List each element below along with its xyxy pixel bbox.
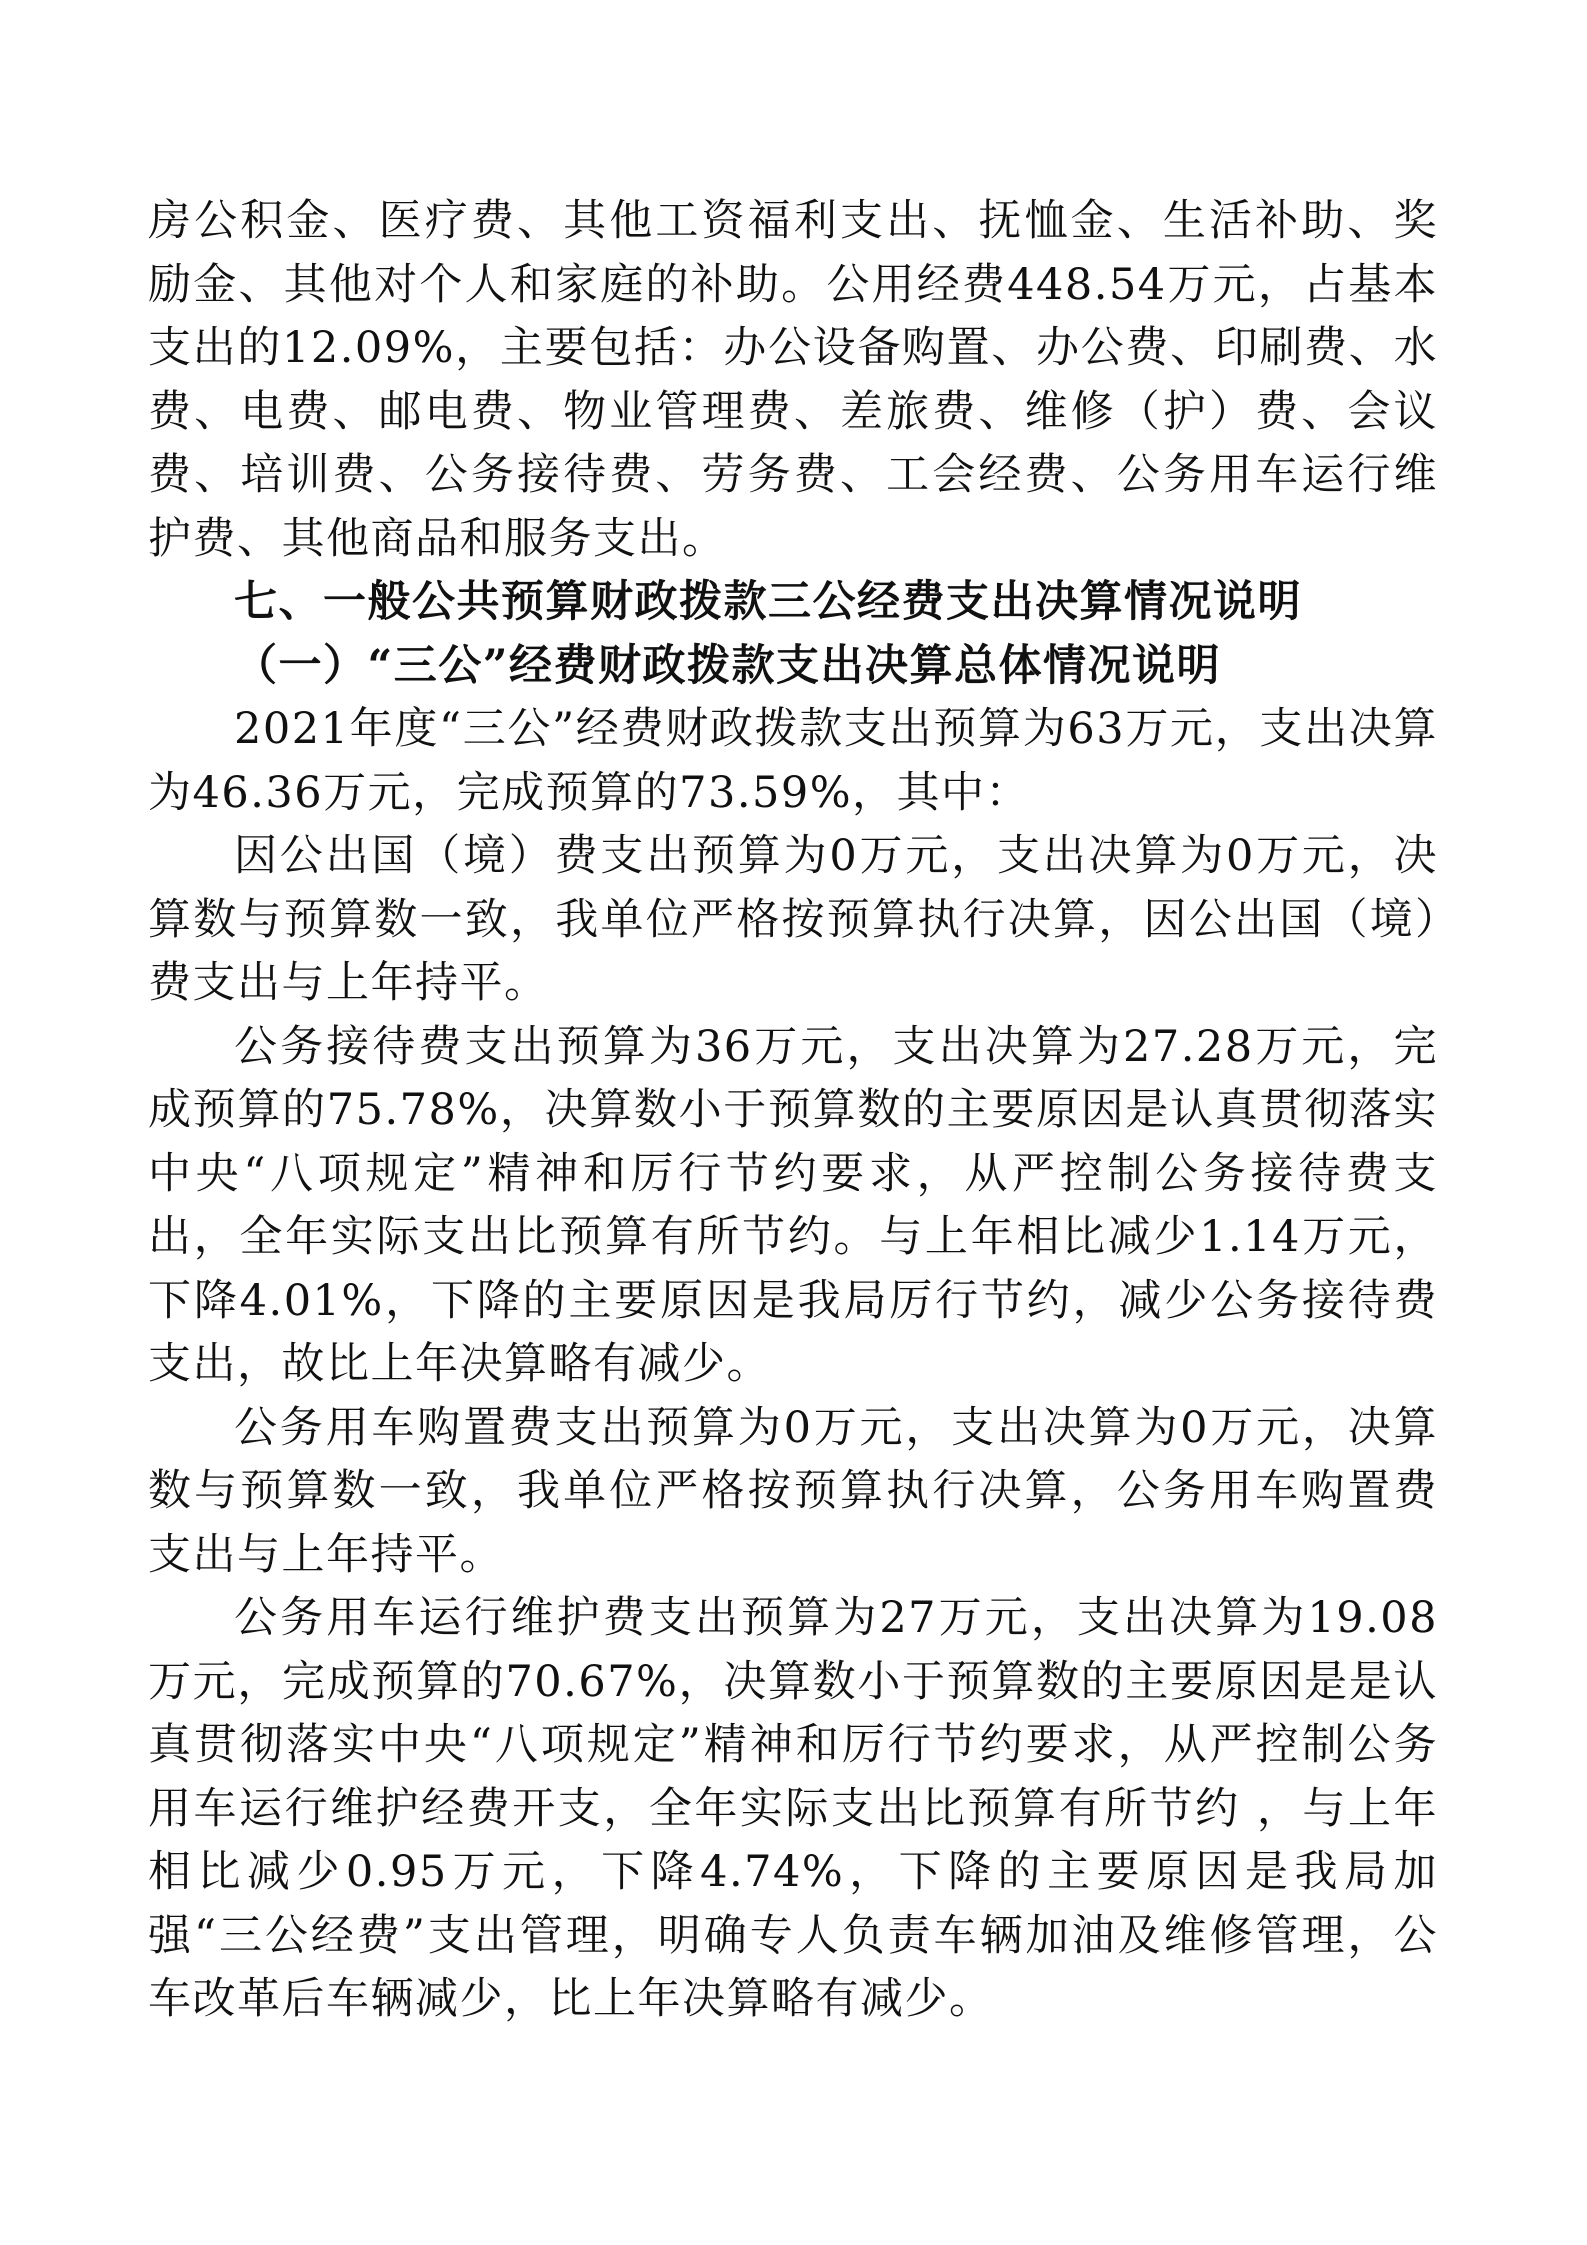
paragraph-basic-expense-continued: 房公积金、医疗费、其他工资福利支出、抚恤金、生活补助、奖励金、其他对个人和家庭的补助。公用经费448.54万元，占基本支出的12.09%，主要包括：办公设备购置、办公费、印刷费、水费、电费、邮电费、物业管理费、差旅费、维修（护）费、会议费、培训费、公务接待费、劳务费、工会经费、公务用车运行维护费、其他商品和服务支出。 [148, 196, 1438, 564]
paragraph-total-three-public-expenses: 2021年度“三公”经费财政拨款支出预算为63万元，支出决算为46.36万元，完成预算的73.59%，其中： [148, 704, 1438, 818]
document-body [148, 190, 1438, 2032]
section-heading-three-public-expenses: 七、一般公共预算财政拨款三公经费支出决算情况说明 [234, 577, 1302, 627]
paragraph-official-reception-expense: 公务接待费支出预算为36万元，支出决算为27.28万元，完成预算的75.78%，决算数小于预算数的主要原因是认真贯彻落实中央“八项规定”精神和厉行节约要求，从严控制公务接待费支出，全年实际支出比预算有所节约。与上年相比减少1.14万元，下降4.01%，下降的主要原因是我局厉行节约，减少公务接待费支出，故比上年决算略有减少。 [148, 1021, 1438, 1389]
subheading-overall-three-public-expenses: （一）“三公”经费财政拨款支出决算总体情况说明 [234, 640, 1221, 691]
paragraph-vehicle-purchase-expense: 公务用车购置费支出预算为0万元，支出决算为0万元，决算数与预算数一致，我单位严格按预算执行决算，公务用车购置费支出与上年持平。 [148, 1402, 1438, 1580]
paragraph-vehicle-maintenance-expense: 公务用车运行维护费支出预算为27万元，支出决算为19.08万元，完成预算的70.67%，决算数小于预算数的主要原因是是认真贯彻落实中央“八项规定”精神和厉行节约要求，从严控制公务用车运行维护经费开支，全年实际支出比预算有所节约 ，与上年相比减少0.95万元，下降4.74%，下降的主要原因是我局加强“三公经费”支出管理，明确专人负责车辆加油及维修管理，公车改革后车辆减少，比上年决算略有减少。 [148, 1593, 1438, 2024]
paragraph-overseas-travel-expense: 因公出国（境）费支出预算为0万元，支出决算为0万元，决算数与预算数一致，我单位严格按预算执行决算，因公出国（境）费支出与上年持平。 [148, 831, 1438, 1008]
